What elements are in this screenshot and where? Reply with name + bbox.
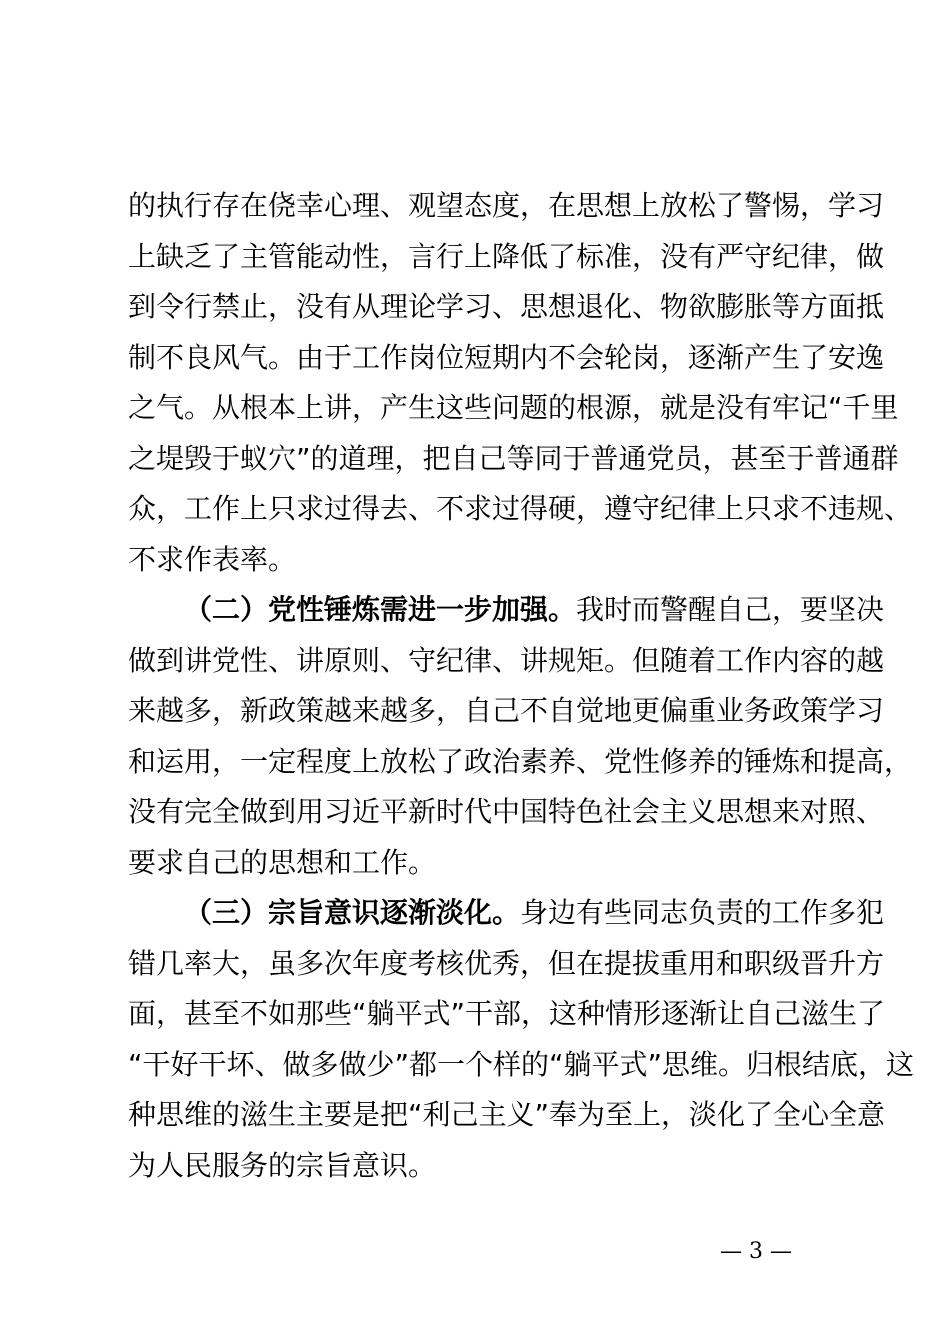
paragraph-3 — [128, 888, 915, 1191]
text-line: 和运用，一定程度上放松了政治素养、党性修养的锤炼和提高， — [128, 744, 913, 778]
text-line: 来越多，新政策越来越多，自己不自觉地更偏重业务政策学习 — [128, 694, 885, 727]
text-line: 要求自己的思想和工作。 — [128, 845, 437, 879]
paragraph-1 — [128, 181, 913, 585]
text-line: 错几率大，虽多次年度考核优秀，但在提拔重用和职级晋升方 — [128, 946, 885, 980]
text-line: “干好干坏、做多做少”都一个样的“躺平式”思维。归根结底，这 — [128, 1047, 915, 1081]
text-line: 不求作表率。 — [128, 542, 297, 576]
section-heading-3: （三）宗旨意识逐渐淡化。 — [184, 896, 521, 929]
text-line: 种思维的滋生主要是把“利己主义”奉为至上，淡化了全心全意 — [128, 1098, 886, 1131]
text-line: 众，工作上只求过得去、不求过得硬，遵守纪律上只求不违规、 — [128, 492, 913, 525]
section-heading-2: （二）党性锤炼需进一步加强。 — [184, 593, 577, 626]
text-line-first — [128, 585, 885, 636]
text-line: 之气。从根本上讲，产生这些问题的根源，就是没有牢记“千里 — [128, 391, 899, 424]
text-line: 之堤毁于蚁穴”的道理，把自己等同于普通党员，甚至于普通群 — [128, 441, 899, 475]
text-line: 制不良风气。由于工作岗位短期内不会轮岗，逐渐产生了安逸 — [128, 340, 885, 374]
text-line: 没有完全做到用习近平新时代中国特色社会主义思想来对照、 — [128, 795, 885, 828]
text-line: 做到讲党性、讲原则、守纪律、讲规矩。但随着工作内容的越 — [128, 643, 885, 677]
text-line: 为人民服务的宗旨意识。 — [128, 1148, 437, 1182]
text-line: 上缺乏了主管能动性，言行上降低了标准，没有严守纪律，做 — [128, 239, 885, 273]
paragraph-2 — [128, 585, 913, 888]
document-body — [128, 181, 915, 1191]
text-line-first — [128, 888, 885, 939]
text-run: 我时而警醒自己，要坚决 — [576, 593, 885, 626]
page-number: — 3 — — [720, 1239, 792, 1264]
text-run: 身边有些同志负责的工作多犯 — [520, 896, 885, 929]
text-line: 面，甚至不如那些“躺平式”干部，这种情形逐渐让自己滋生了 — [128, 997, 886, 1030]
text-line: 到令行禁止，没有从理论学习、思想退化、物欲膨胀等方面抵 — [128, 290, 885, 323]
text-line: 的执行存在侥幸心理、观望态度，在思想上放松了警惕，学习 — [128, 189, 885, 222]
